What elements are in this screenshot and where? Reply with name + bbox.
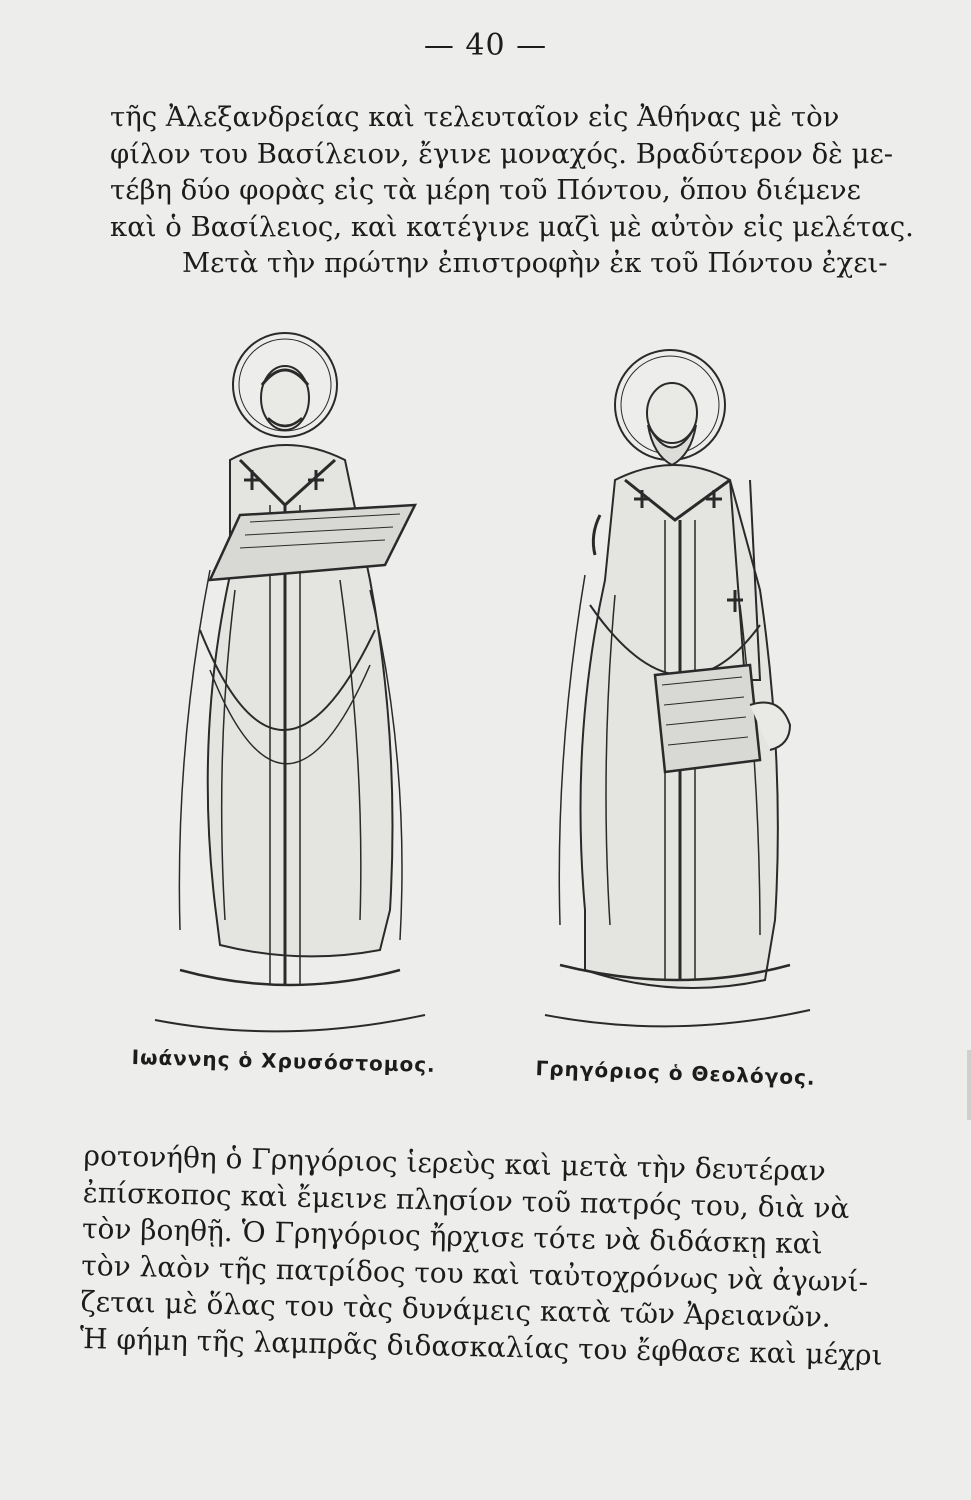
text-line: ἐπίσκοπος καὶ ἔμεινε πλησίον τοῦ πατρός του, διὰ νὰ bbox=[82, 1175, 850, 1225]
paragraph-bottom bbox=[79, 1138, 883, 1373]
text-line: Ἡ φήμη τῆς λαμπρᾶς διδασκαλίας του ἔφθασε καὶ μέχρι bbox=[79, 1321, 883, 1372]
saint-gregory-theologian-illustration bbox=[530, 345, 815, 1035]
text-line: Μετὰ τὴν πρώτην ἐπιστροφὴν ἐκ τοῦ Πόντου ἐχει- bbox=[182, 247, 888, 280]
text-line: τὸν λαὸν τῆς πατρίδος του καὶ ταὐτοχρόνως νὰ ἀγωνί- bbox=[80, 1248, 869, 1298]
saint-john-chrysostom-illustration bbox=[140, 330, 440, 1040]
caption-right: Γρηγόριος ὁ Θεολόγος. bbox=[535, 1056, 816, 1090]
text-line: φίλον του Βασίλειον, ἔγινε μοναχός. Βραδύτερον δὲ με- bbox=[110, 137, 894, 170]
page-number: — 40 — bbox=[423, 28, 548, 63]
text-line: τὸν βοηθῇ. Ὁ Γρηγόριος ἤρχισε τότε νὰ διδάσκῃ καὶ bbox=[81, 1211, 823, 1261]
paragraph-top bbox=[110, 99, 914, 282]
page-edge-mark bbox=[967, 1050, 971, 1120]
text-line: καὶ ὁ Βασίλειος, καὶ κατέγινε μαζὶ μὲ αὐτὸν εἰς μελέτας. bbox=[110, 210, 914, 243]
caption-left: Ιωάννης ὁ Χρυσόστομος. bbox=[131, 1045, 437, 1077]
text-line: ροτονήθη ὁ Γρηγόριος ἱερεὺς καὶ μετὰ τὴν δευτέραν bbox=[83, 1138, 827, 1188]
text-line: τέβη δύο φορὰς εἰς τὰ μέρη τοῦ Πόντου, ὅπου διέμενε bbox=[110, 174, 861, 207]
text-line: ζεται μὲ ὅλας του τὰς δυνάμεις κατὰ τῶν Ἀρειανῶν. bbox=[80, 1284, 832, 1334]
text-line: τῆς Ἀλεξανδρείας καὶ τελευταῖον εἰς Ἀθήνας μὲ τὸν bbox=[110, 101, 840, 133]
